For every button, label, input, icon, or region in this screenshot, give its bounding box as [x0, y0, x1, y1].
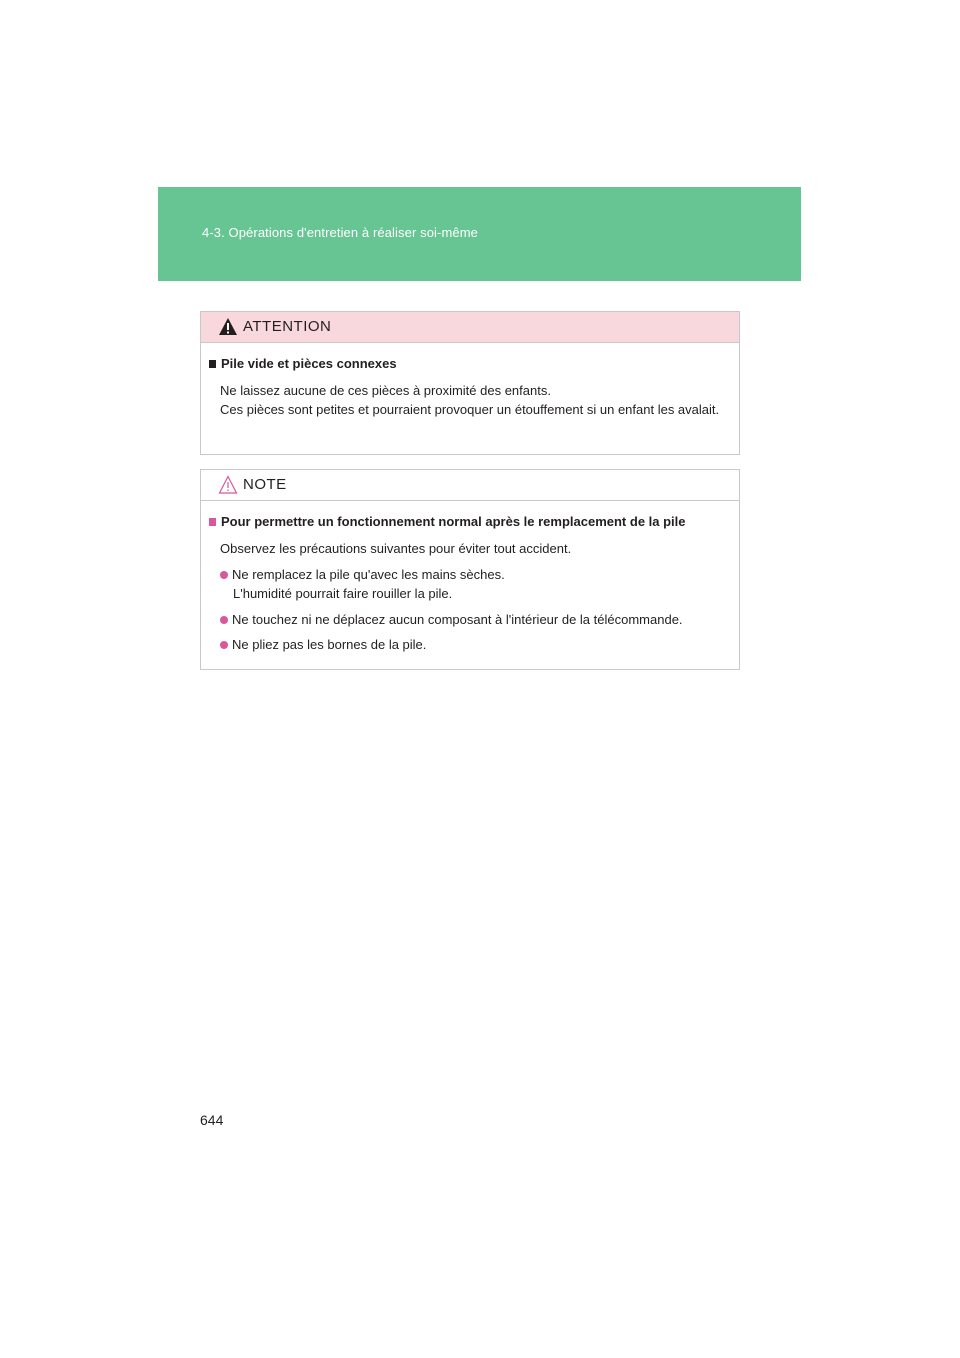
bullet-dot-icon — [220, 641, 228, 649]
attention-label: ATTENTION — [243, 318, 332, 335]
note-intro: Observez les précautions suivantes pour éviter tout accident. — [220, 541, 572, 556]
square-bullet-icon — [209, 518, 216, 526]
bullet-dot-icon — [220, 616, 228, 624]
note-label: NOTE — [243, 476, 287, 493]
attention-box — [200, 311, 740, 455]
caution-triangle-icon — [218, 475, 238, 495]
list-item-text: Ne touchez ni ne déplacez aucun composant à l'intérieur de la télécommande. — [232, 612, 683, 627]
note-section-heading — [209, 514, 686, 529]
attention-section-title: Pile vide et pièces connexes — [221, 356, 397, 371]
bullet-dot-icon — [220, 571, 228, 579]
list-item — [220, 635, 426, 654]
list-item — [220, 610, 683, 629]
page-number: 644 — [200, 1112, 224, 1128]
attention-line-1: Ne laissez aucune de ces pièces à proximité des enfants. — [220, 383, 551, 398]
list-item-subtext: L'humidité pourrait faire rouiller la pile. — [233, 586, 453, 601]
note-header — [201, 470, 739, 501]
attention-header — [201, 312, 739, 343]
attention-line-2: Ces pièces sont petites et pourraient provoquer un étouffement si un enfant les avalait. — [220, 402, 720, 417]
list-item-text: Ne pliez pas les bornes de la pile. — [232, 637, 427, 652]
section-title: 4-3. Opérations d'entretien à réaliser soi-même — [202, 225, 478, 240]
attention-section-heading — [209, 356, 397, 371]
square-bullet-icon — [209, 360, 216, 368]
warning-triangle-icon — [218, 317, 238, 337]
section-header-band — [158, 187, 801, 281]
list-item-text: Ne remplacez la pile qu'avec les mains sèches. — [232, 567, 505, 582]
note-box — [200, 469, 740, 670]
list-item — [220, 565, 505, 603]
note-section-title: Pour permettre un fonctionnement normal après le remplacement de la pile — [221, 514, 686, 529]
